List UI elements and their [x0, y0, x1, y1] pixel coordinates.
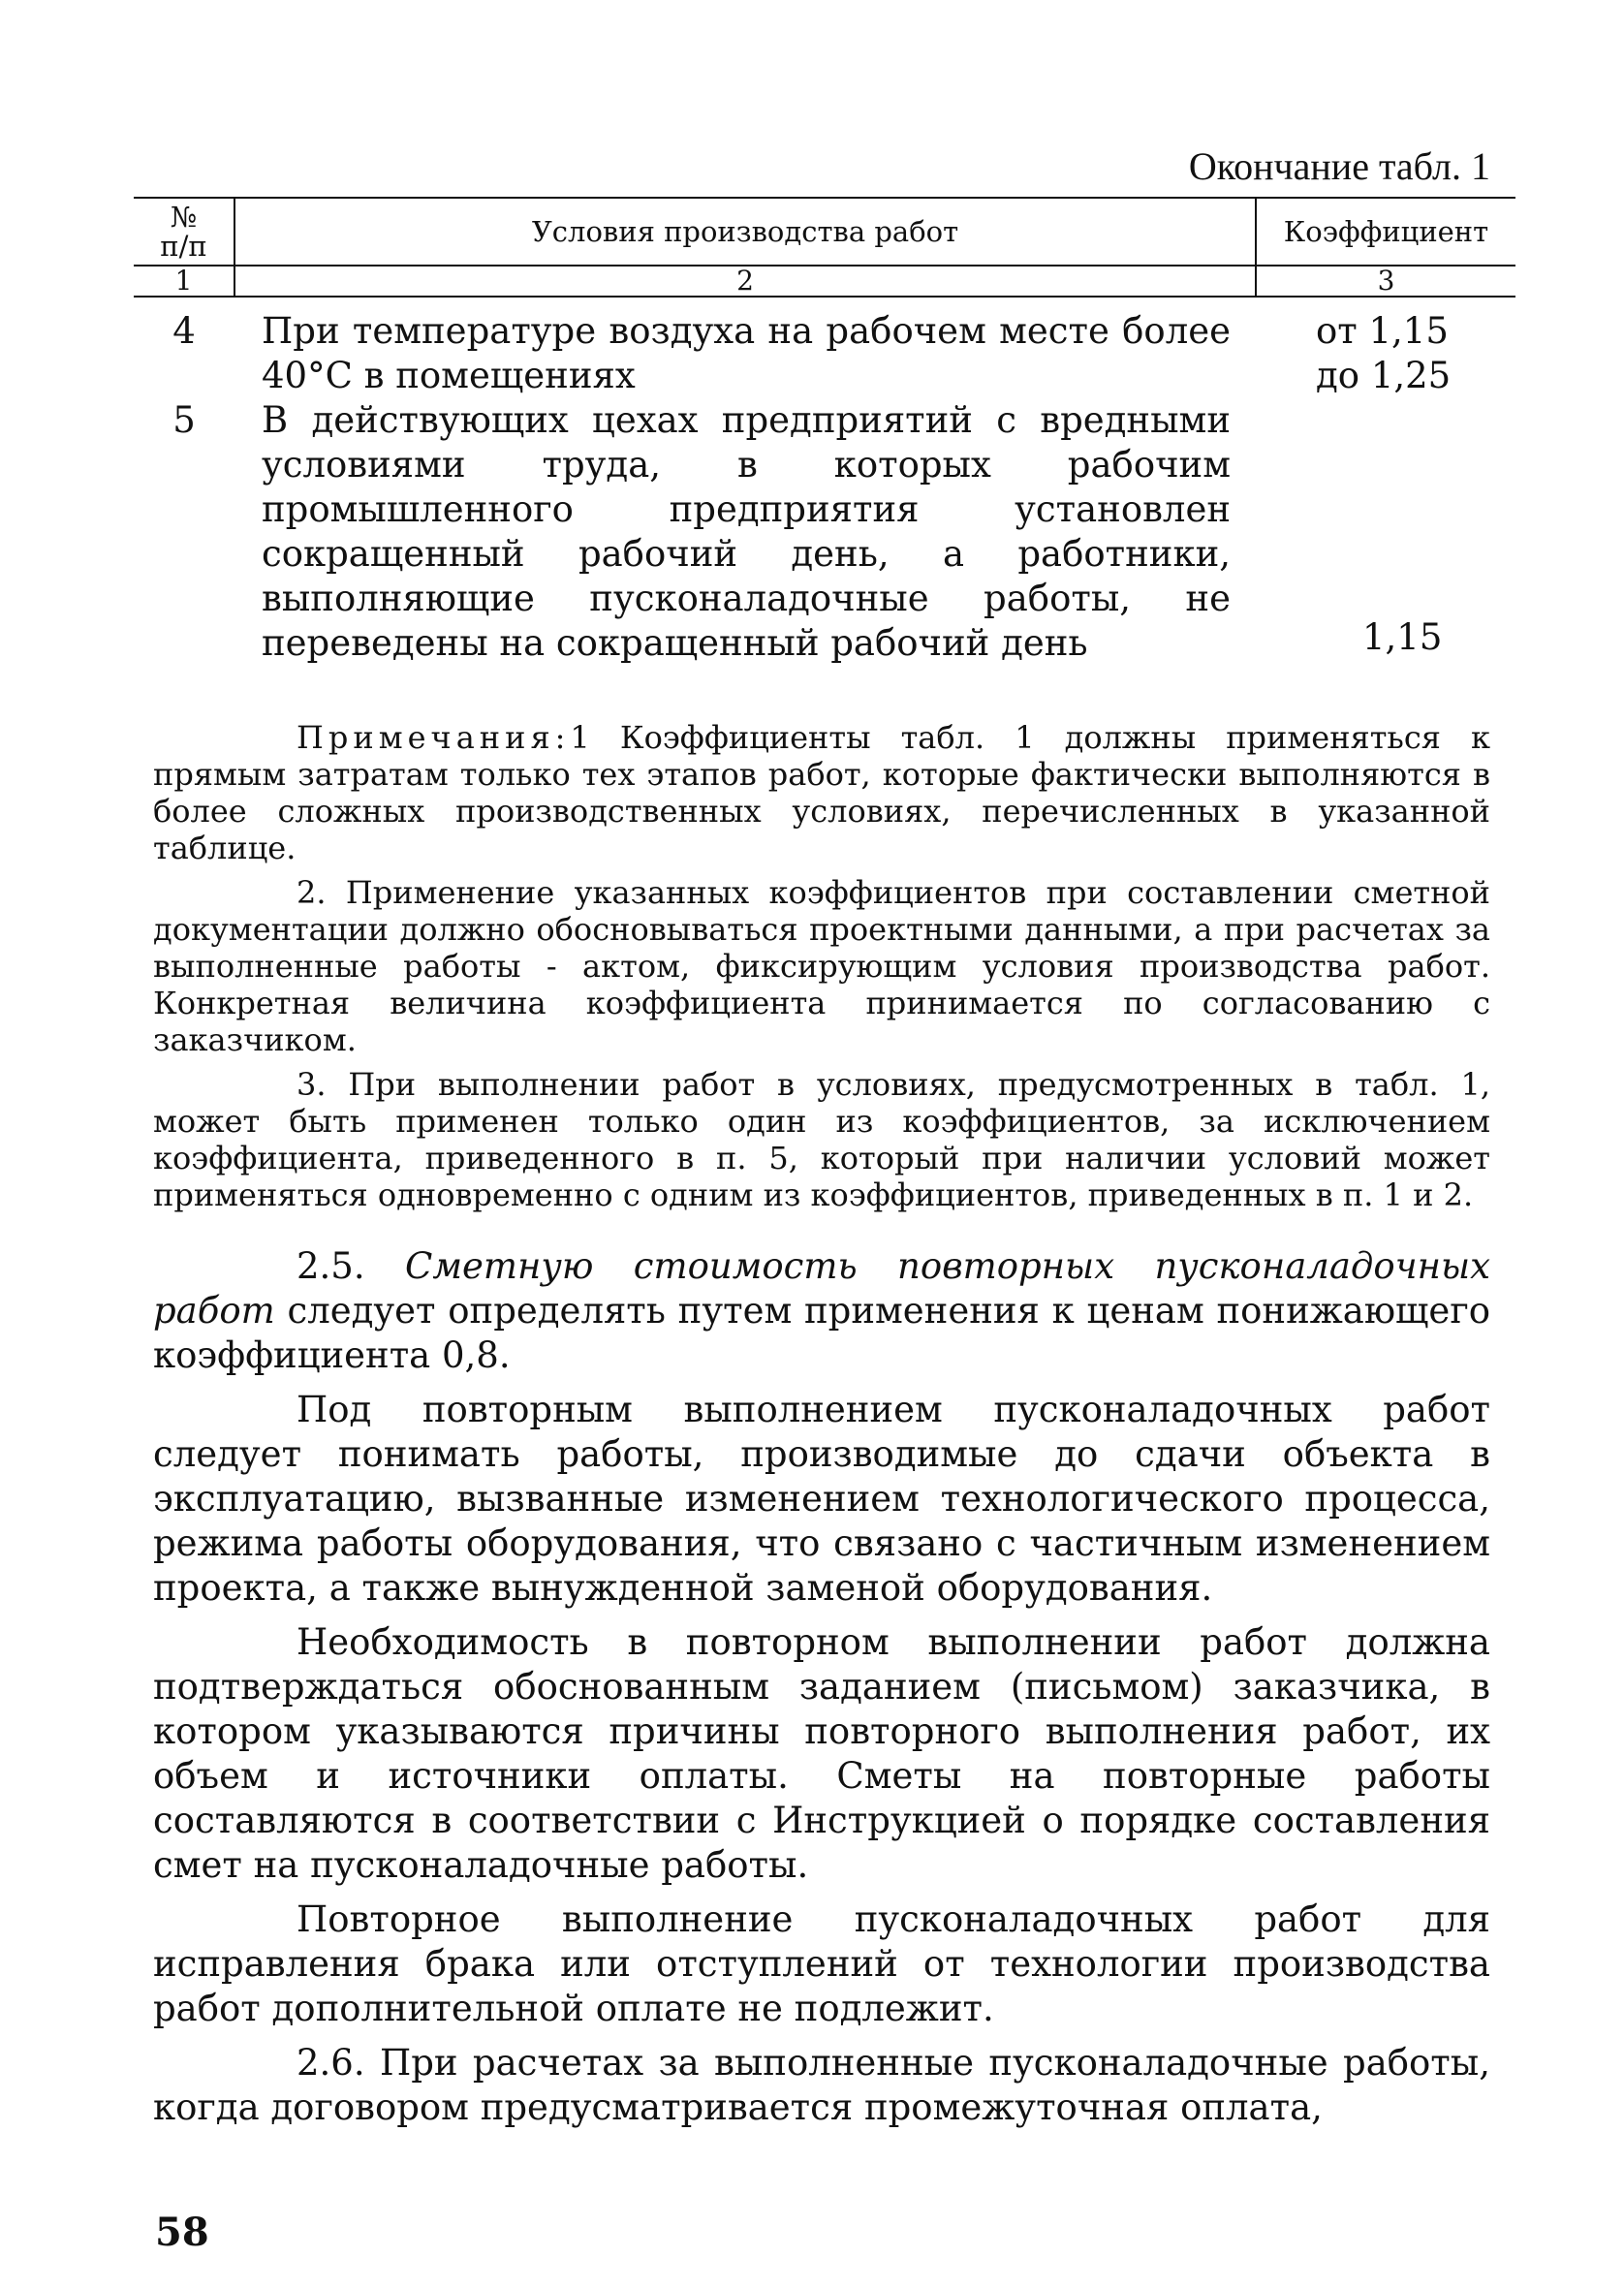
body-text [153, 1244, 1490, 2140]
table-header-row [134, 198, 1515, 266]
note-1 [153, 719, 1490, 866]
row-conditions: При температуре воздуха на рабочем месте более 40°С в помещениях [262, 310, 1231, 396]
section-2-5-emphasis: Сметную стоимость повторных пусконаладочных работ [153, 1245, 1490, 1332]
page-number: 58 [155, 2210, 209, 2255]
section-2-5-rest: следует определять путем применения к ценам понижающего коэффициента 0,8. [153, 1290, 1490, 1376]
notes-heading: Примечания: [297, 719, 571, 756]
column-number: 1 [134, 266, 234, 297]
coefficients-table [134, 197, 1515, 666]
paragraph: Необходимость в повторном выполнении работ должна подтверждаться обоснованным заданием (письмом) заказчика, в котором указываются причины повторного выполнения работ, их объем и источники оплаты. Сметы на повторные работы составляются в соответствии с Инструкцией о порядке составления смет на пусконаладочные работы. [153, 1621, 1490, 1886]
row-coefficient [1256, 297, 1515, 398]
paragraph: Повторное выполнение пусконаладочных работ для исправления брака или отступлений от технологии производства работ дополнительной оплате не подлежит. [153, 1898, 1490, 2029]
section-2-6: 2.6. При расчетах за выполненные пусконаладочные работы, когда договором предусматривается промежуточная оплата, [153, 2042, 1490, 2128]
note-2: 2. Применение указанных коэффициентов при составлении сметной документации должно обосновываться проектными данными, а при расчетах за выполненные работы - актом, фиксирующим условия производства работ. Конкретная величина коэффициента принимается по согласованию с заказчиком. [153, 874, 1490, 1058]
table-caption: Окончание табл. 1 [1188, 144, 1490, 188]
header-conditions: Условия производства работ [234, 198, 1256, 266]
row-number: 5 [172, 399, 196, 441]
table-column-numbers-row [134, 266, 1515, 297]
note-1-text: 1 Коэффициенты табл. 1 должны применяться к прямым затратам только тех этапов работ, которые фактически выполняются в более сложных производственных условиях, перечисленных в указанной таблице. [153, 719, 1490, 866]
section-2-5 [153, 1244, 1490, 1378]
coefficient-from: от 1,15 [1316, 310, 1449, 352]
coefficient-to: до 1,25 [1316, 355, 1452, 396]
table-row [134, 297, 1515, 398]
table-notes [153, 719, 1490, 1221]
header-num: № п/п [134, 198, 234, 266]
table-row [134, 398, 1515, 666]
section-2-5-number: 2.5. [297, 1245, 365, 1287]
row-coefficient: 1,15 [1362, 616, 1443, 658]
row-conditions: В действующих цехах предприятий с вредными условиями труда, в которых рабочим промышленного предприятия установлен сокращенный рабочий день, а работники, выполняющие пусконаладочные работы, не переведены на сокращенный рабочий день [262, 399, 1231, 664]
paragraph: Под повторным выполнением пусконаладочных работ следует понимать работы, производимые до сдачи объекта в эксплуатацию, вызванные изменением технологического процесса, режима работы оборудования, что связано с частичным изменением проекта, а также вынужденной заменой оборудования. [153, 1389, 1490, 1609]
column-number: 2 [234, 266, 1256, 297]
note-3: 3. При выполнении работ в условиях, предусмотренных в табл. 1, может быть применен только один из коэффициентов, за исключением коэффициента, приведенного в п. 5, который при наличии условий может применяться одновременно с одним из коэффициентов, приведенных в п. 1 и 2. [153, 1066, 1490, 1213]
row-number: 4 [172, 310, 196, 352]
column-number: 3 [1256, 266, 1515, 297]
header-coefficient: Коэффициент [1256, 198, 1515, 266]
